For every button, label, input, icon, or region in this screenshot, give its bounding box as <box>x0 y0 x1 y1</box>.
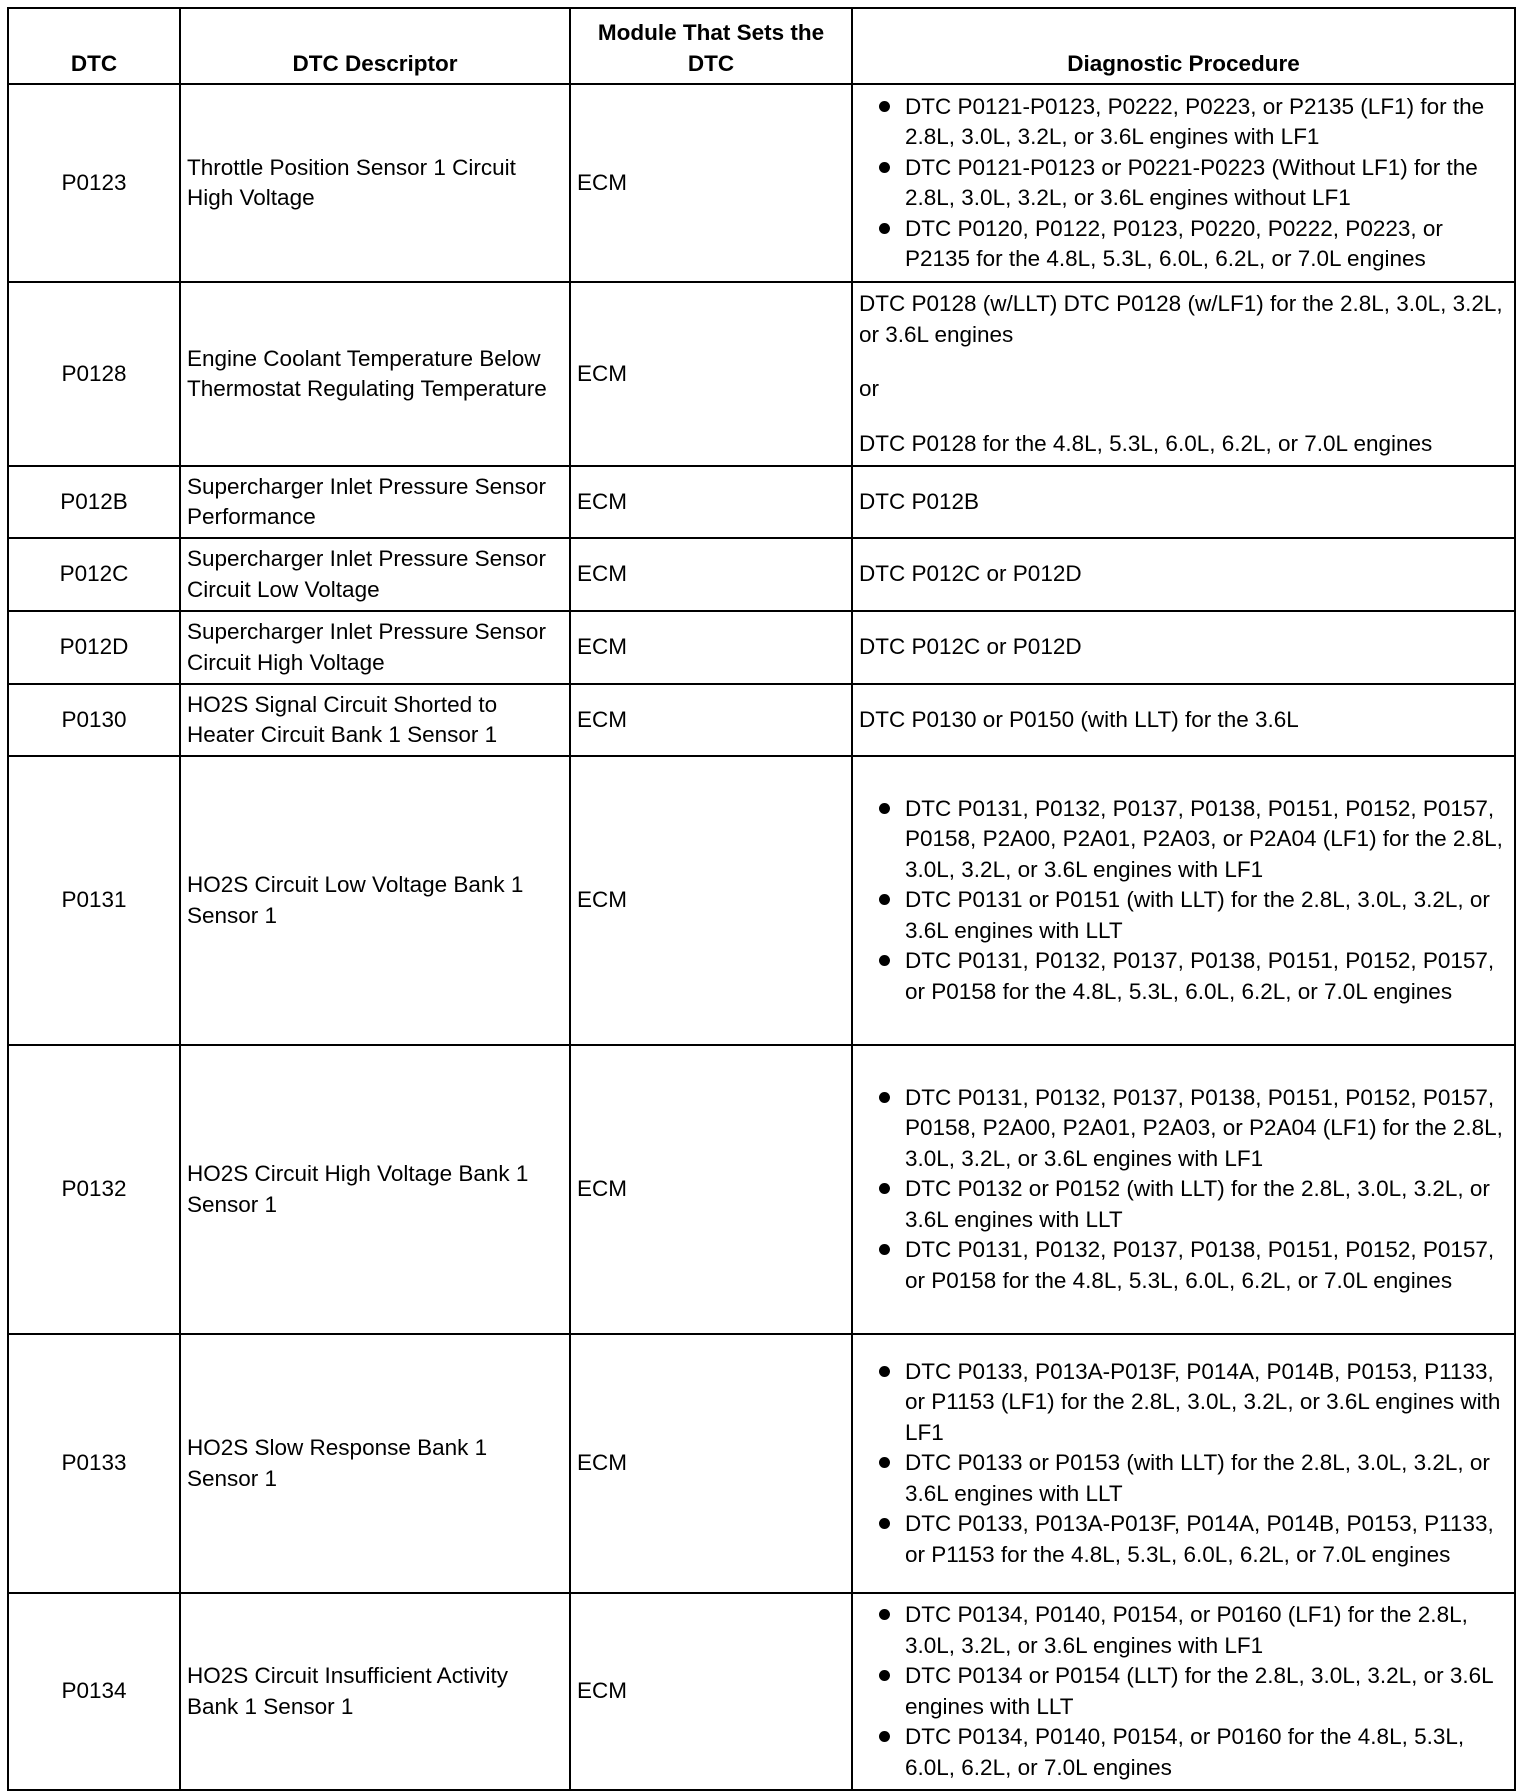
module: ECM <box>570 1045 852 1334</box>
dtc-descriptor: HO2S Slow Response Bank 1 Sensor 1 <box>180 1334 570 1593</box>
table-row <box>8 756 1515 1045</box>
table-row <box>8 1045 1515 1334</box>
procedure-item[interactable]: DTC P0131, P0132, P0137, P0138, P0151, P0152, P0157, or P0158 for the 4.8L, 5.3L, 6.0L, 6.2L, or 7.0L engines <box>859 946 1508 1007</box>
module: ECM <box>570 611 852 684</box>
dtc-code: P012D <box>8 611 180 684</box>
bullet-icon <box>879 1670 890 1681</box>
procedure-item[interactable]: DTC P0133, P013A-P013F, P014A, P014B, P0153, P1133, or P1153 for the 4.8L, 5.3L, 6.0L, 6.2L, or 7.0L engines <box>859 1509 1508 1570</box>
module: ECM <box>570 282 852 466</box>
bullet-icon <box>879 1518 890 1529</box>
bullet-icon <box>879 1731 890 1742</box>
dtc-document <box>7 7 1516 1791</box>
dtc-code: P0134 <box>8 1593 180 1790</box>
diagnostic-procedure[interactable]: DTC P012B <box>852 466 1515 538</box>
procedure-item[interactable]: DTC P0120, P0122, P0123, P0220, P0222, P0223, or P2135 for the 4.8L, 5.3L, 6.0L, 6.2L, or 7.0L engines <box>859 214 1508 275</box>
diagnostic-procedure <box>852 756 1515 1045</box>
bullet-icon <box>879 162 890 173</box>
module: ECM <box>570 1593 852 1790</box>
table-row <box>8 1334 1515 1593</box>
diagnostic-procedure <box>852 84 1515 282</box>
procedure-item[interactable]: DTC P0131, P0132, P0137, P0138, P0151, P0152, P0157, or P0158 for the 4.8L, 5.3L, 6.0L, 6.2L, or 7.0L engines <box>859 1235 1508 1296</box>
procedure-item[interactable]: DTC P0121-P0123 or P0221-P0223 (Without LF1) for the 2.8L, 3.0L, 3.2L, or 3.6L engines without LF1 <box>859 153 1508 214</box>
dtc-code: P0123 <box>8 84 180 282</box>
bullet-icon <box>879 955 890 966</box>
procedure-item[interactable]: DTC P0132 or P0152 (with LLT) for the 2.8L, 3.0L, 3.2L, or 3.6L engines with LLT <box>859 1174 1508 1235</box>
diagnostic-procedure <box>852 1045 1515 1334</box>
procedure-item[interactable]: DTC P0134 or P0154 (LLT) for the 2.8L, 3.0L, 3.2L, or 3.6L engines with LLT <box>859 1661 1508 1722</box>
bullet-icon <box>879 894 890 905</box>
table-row <box>8 684 1515 756</box>
header-descriptor: DTC Descriptor <box>180 8 570 84</box>
bullet-icon <box>879 803 890 814</box>
bullet-icon <box>879 1457 890 1468</box>
procedure-list <box>859 794 1508 1008</box>
diagnostic-procedure[interactable]: DTC P0130 or P0150 (with LLT) for the 3.6L <box>852 684 1515 756</box>
diagnostic-procedure[interactable]: DTC P012C or P012D <box>852 611 1515 684</box>
bullet-icon <box>879 1609 890 1620</box>
dtc-code: P0128 <box>8 282 180 466</box>
bullet-icon <box>879 1092 890 1103</box>
procedure-link[interactable]: DTC P0128 (w/LLT) DTC P0128 (w/LF1) for the 2.8L, 3.0L, 3.2L, or 3.6L engines <box>859 291 1503 347</box>
header-module: Module That Sets the DTC <box>570 8 852 84</box>
table-row <box>8 466 1515 538</box>
module: ECM <box>570 466 852 538</box>
bullet-icon <box>879 101 890 112</box>
dtc-code: P012C <box>8 538 180 611</box>
module: ECM <box>570 1334 852 1593</box>
procedure-item[interactable]: DTC P0131, P0132, P0137, P0138, P0151, P0152, P0157, P0158, P2A00, P2A01, P2A03, or P2A04 (LF1) for the 2.8L, 3.0L, 3.2L, or 3.6L engines with LF1 <box>859 1083 1508 1175</box>
header-procedure: Diagnostic Procedure <box>852 8 1515 84</box>
table-row <box>8 538 1515 611</box>
procedure-item[interactable]: DTC P0133 or P0153 (with LLT) for the 2.8L, 3.0L, 3.2L, or 3.6L engines with LLT <box>859 1448 1508 1509</box>
bullet-icon <box>879 1366 890 1377</box>
dtc-descriptor: Supercharger Inlet Pressure Sensor Circuit High Voltage <box>180 611 570 684</box>
dtc-table <box>7 7 1516 1791</box>
dtc-code: P0131 <box>8 756 180 1045</box>
dtc-descriptor: Throttle Position Sensor 1 Circuit High Voltage <box>180 84 570 282</box>
dtc-descriptor: HO2S Circuit High Voltage Bank 1 Sensor 1 <box>180 1045 570 1334</box>
dtc-descriptor: Supercharger Inlet Pressure Sensor Performance <box>180 466 570 538</box>
bullet-icon <box>879 1183 890 1194</box>
module: ECM <box>570 538 852 611</box>
diagnostic-procedure <box>852 1334 1515 1593</box>
dtc-descriptor: Engine Coolant Temperature Below Thermostat Regulating Temperature <box>180 282 570 466</box>
diagnostic-procedure[interactable]: DTC P012C or P012D <box>852 538 1515 611</box>
dtc-code: P0130 <box>8 684 180 756</box>
module: ECM <box>570 84 852 282</box>
dtc-code: P0132 <box>8 1045 180 1334</box>
table-row <box>8 1593 1515 1790</box>
dtc-descriptor: Supercharger Inlet Pressure Sensor Circuit Low Voltage <box>180 538 570 611</box>
table-row <box>8 611 1515 684</box>
procedure-list <box>859 1357 1508 1571</box>
dtc-descriptor: HO2S Circuit Low Voltage Bank 1 Sensor 1 <box>180 756 570 1045</box>
header-dtc: DTC <box>8 8 180 84</box>
module: ECM <box>570 756 852 1045</box>
procedure-list <box>859 1083 1508 1297</box>
diagnostic-procedure <box>852 1593 1515 1790</box>
procedure-item[interactable]: DTC P0131 or P0151 (with LLT) for the 2.8L, 3.0L, 3.2L, or 3.6L engines with LLT <box>859 885 1508 946</box>
bullet-icon <box>879 1244 890 1255</box>
procedure-list <box>859 1600 1508 1783</box>
table-row <box>8 84 1515 282</box>
dtc-descriptor: HO2S Signal Circuit Shorted to Heater Circuit Bank 1 Sensor 1 <box>180 684 570 756</box>
table-row <box>8 282 1515 466</box>
procedure-item[interactable]: DTC P0134, P0140, P0154, or P0160 for the 4.8L, 5.3L, 6.0L, 6.2L, or 7.0L engines <box>859 1722 1508 1783</box>
dtc-code: P012B <box>8 466 180 538</box>
procedure-item[interactable]: DTC P0131, P0132, P0137, P0138, P0151, P0152, P0157, P0158, P2A00, P2A01, P2A03, or P2A04 (LF1) for the 2.8L, 3.0L, 3.2L, or 3.6L engines with LF1 <box>859 794 1508 886</box>
header-row <box>8 8 1515 84</box>
procedure-list <box>859 92 1508 275</box>
dtc-descriptor: HO2S Circuit Insufficient Activity Bank 1 Sensor 1 <box>180 1593 570 1790</box>
diagnostic-procedure <box>852 282 1515 466</box>
procedure-item[interactable]: DTC P0134, P0140, P0154, or P0160 (LF1) for the 2.8L, 3.0L, 3.2L, or 3.6L engines with LF1 <box>859 1600 1508 1661</box>
procedure-separator: or <box>859 376 880 401</box>
bullet-icon <box>879 223 890 234</box>
procedure-item[interactable]: DTC P0121-P0123, P0222, P0223, or P2135 (LF1) for the 2.8L, 3.0L, 3.2L, or 3.6L engines with LF1 <box>859 92 1508 153</box>
dtc-code: P0133 <box>8 1334 180 1593</box>
procedure-item[interactable]: DTC P0133, P013A-P013F, P014A, P014B, P0153, P1133, or P1153 (LF1) for the 2.8L, 3.0L, 3.2L, or 3.6L engines with LF1 <box>859 1357 1508 1449</box>
procedure-link[interactable]: DTC P0128 for the 4.8L, 5.3L, 6.0L, 6.2L, or 7.0L engines <box>859 430 1433 456</box>
module: ECM <box>570 684 852 756</box>
